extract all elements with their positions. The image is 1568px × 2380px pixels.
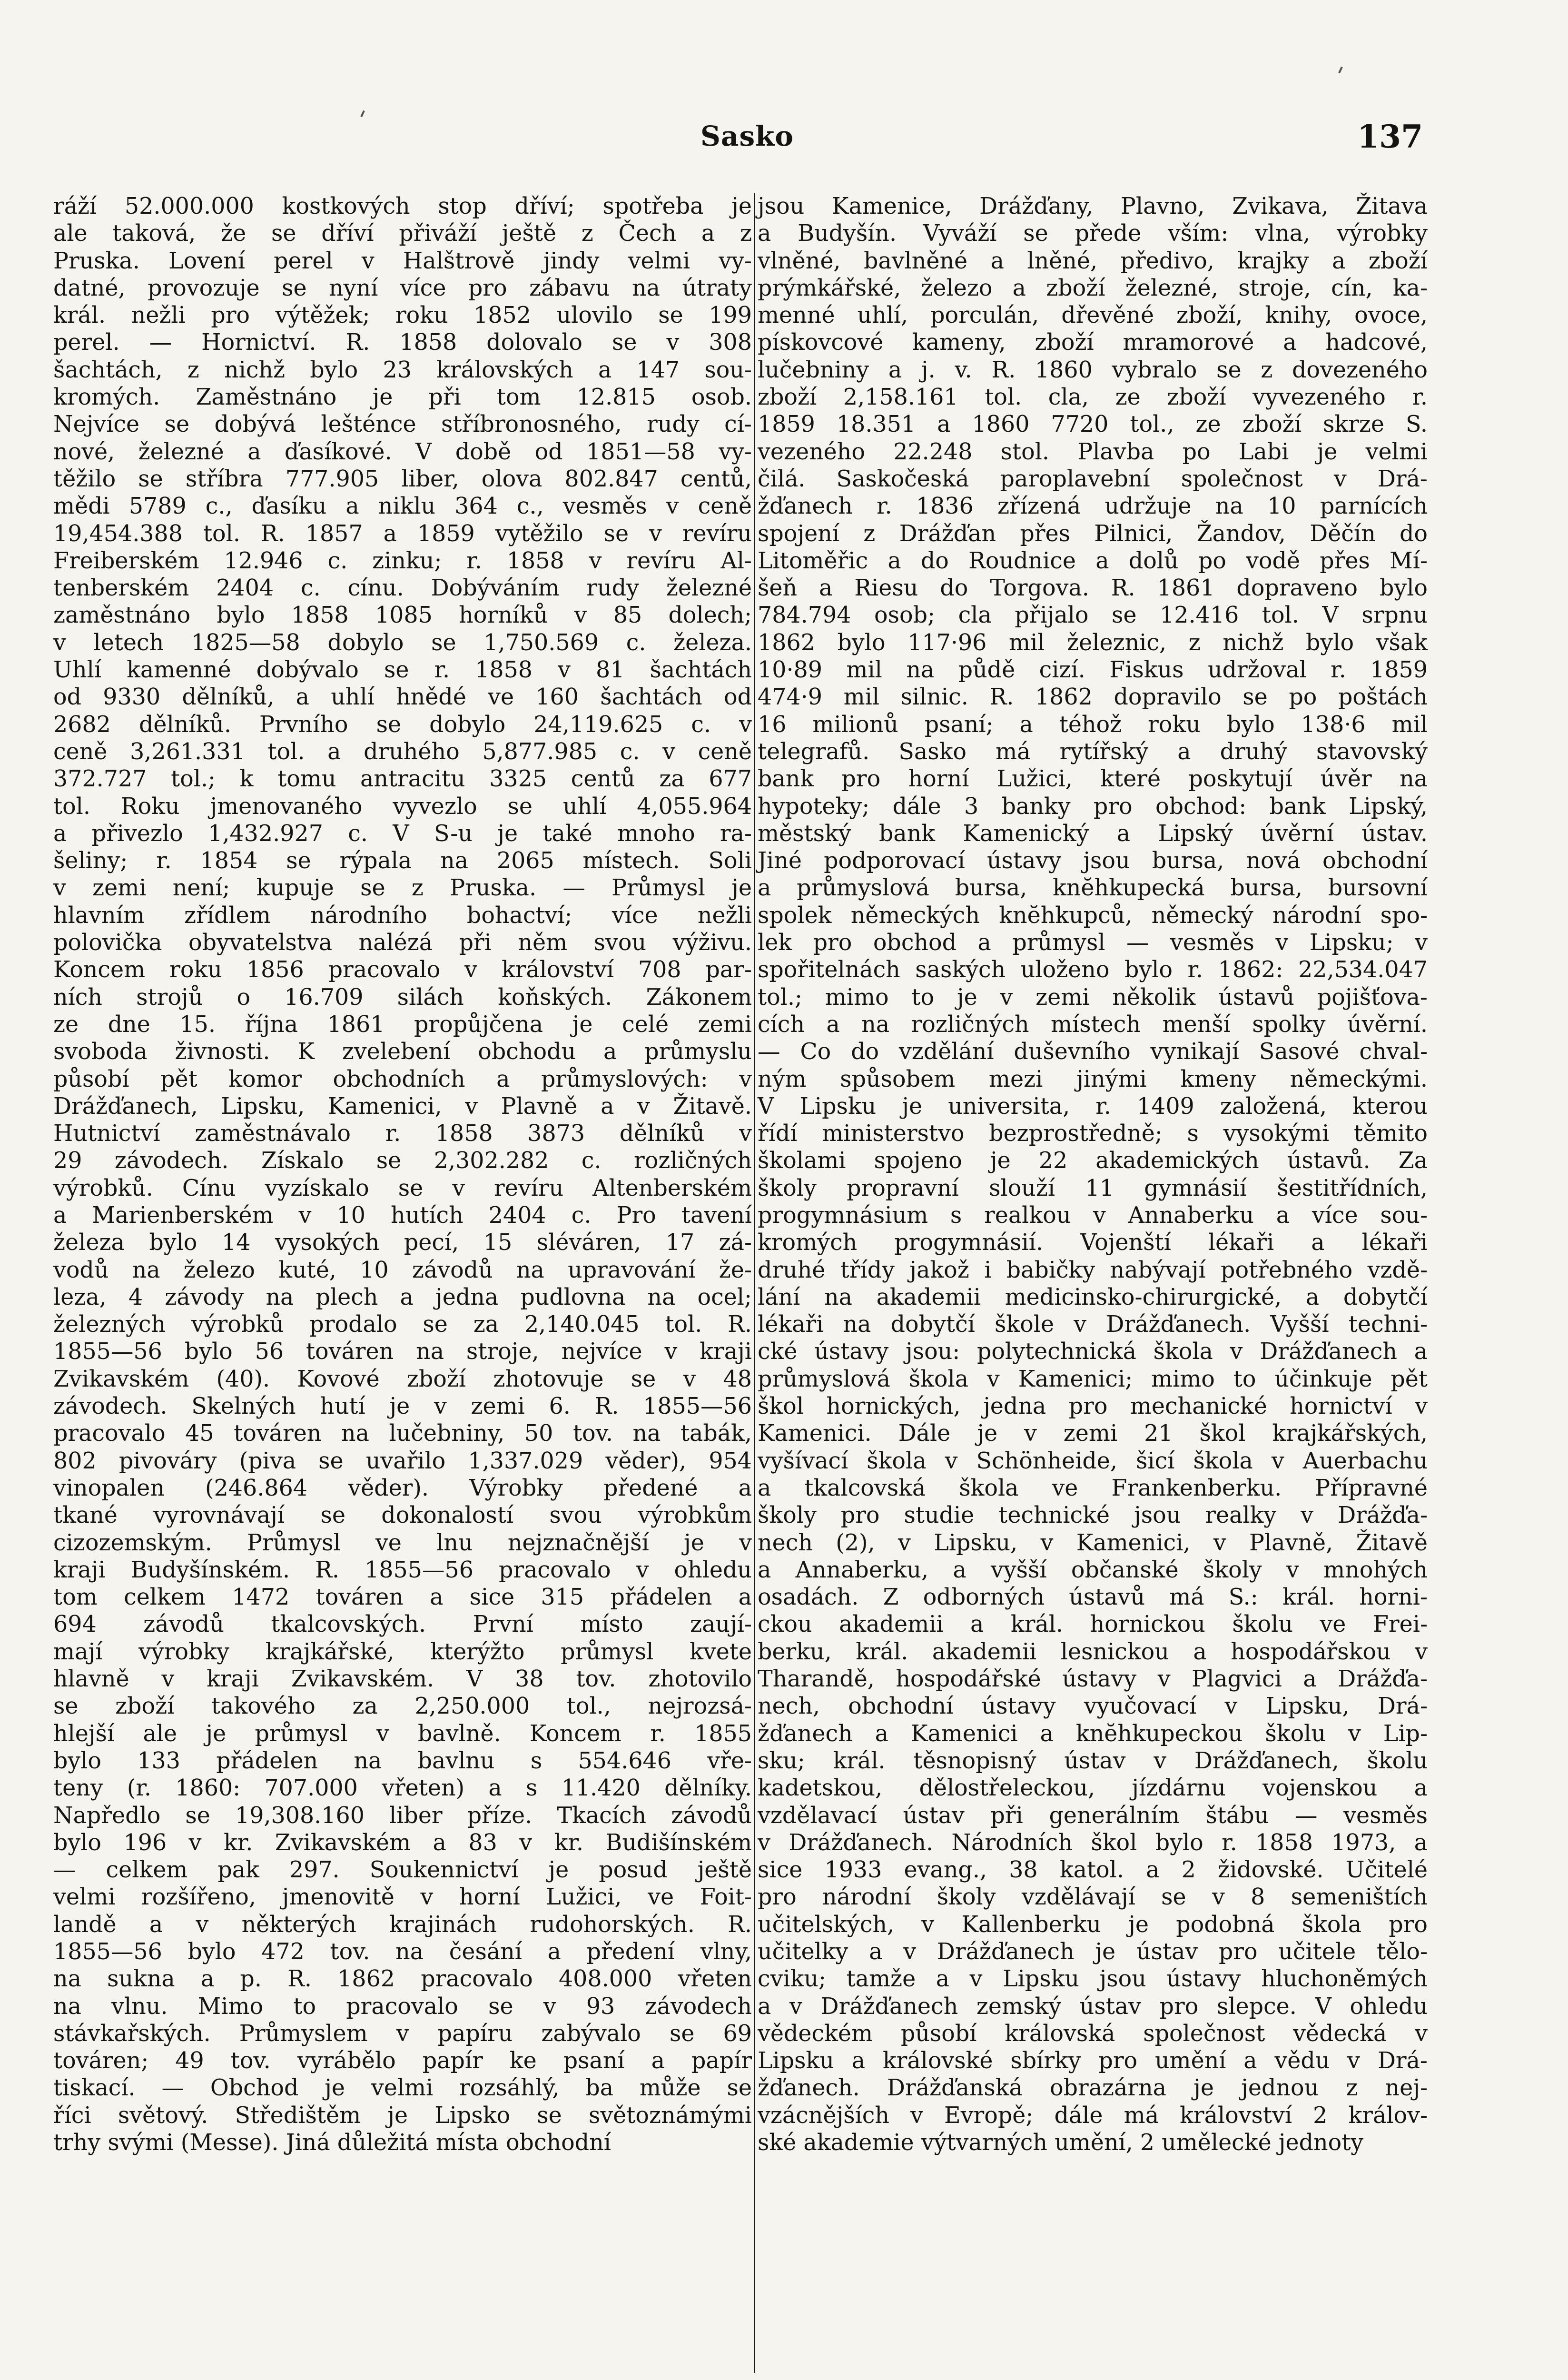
text-line: hlejší ale je průmysl v bavlně. Koncem r. 1855 <box>53 1720 752 1747</box>
text-line: na sukna a p. R. 1862 pracovalo 408.000 vřeten <box>53 1966 752 1993</box>
text-line: vezeného 22.248 stol. Plavba po Labi je velmi <box>758 438 1428 465</box>
text-line: působí pět komor obchodních a průmyslových: v <box>53 1066 752 1092</box>
text-line: Lipsku a královské sbírky pro umění a vědu v Drá- <box>758 2048 1428 2074</box>
text-line: učitelských, v Kallenberku je podobná škola pro <box>758 1911 1428 1938</box>
text-line: 19,454.388 tol. R. 1857 a 1859 vytěžilo se v revíru <box>53 520 752 547</box>
text-line: školy propravní slouží 11 gymnásií šestitřídních, <box>758 1175 1428 1201</box>
text-line: ze dne 15. října 1861 propůjčena je celé zemi <box>53 1011 752 1038</box>
text-line: nové, železné a ďasíkové. V době od 1851—58 vy- <box>53 438 752 465</box>
text-line: kadetskou, dělostřeleckou, jízdárnu vojenskou a <box>758 1775 1428 1802</box>
text-line: 1859 18.351 a 1860 7720 tol., ze zboží skrze S. <box>758 411 1428 438</box>
text-line: progymnásium s realkou v Annaberku a více sou- <box>758 1202 1428 1229</box>
text-line: ckou akademii a král. hornickou školu ve Frei- <box>758 1611 1428 1638</box>
text-line: lučebniny a j. v. R. 1860 vybralo se z dovezeného <box>758 357 1428 383</box>
text-line: datné, provozuje se nyní více pro zábavu na útraty <box>53 275 752 301</box>
text-line: telegrafů. Sasko má rytířský a druhý stavovský <box>758 738 1428 765</box>
text-line: velmi rozšířeno, jmenovitě v horní Lužici, ve Foit- <box>53 1884 752 1911</box>
text-line: hypoteky; dále 3 banky pro obchod: bank Lipský, <box>758 793 1428 820</box>
text-line: Nejvíce se dobývá lešténce stříbronosného, rudy cí- <box>53 411 752 438</box>
text-line: 802 pivováry (piva se uvařilo 1,337.029 věder), 954 <box>53 1448 752 1474</box>
text-line: pracovalo 45 továren na lučebniny, 50 tov. na tabák, <box>53 1420 752 1447</box>
text-line: vyšívací škola v Schönheide, šicí škola v Auerbachu <box>758 1448 1428 1474</box>
text-line: železa bylo 14 vysokých pecí, 15 sléváren, 17 zá- <box>53 1230 752 1256</box>
text-line: Drážďanech, Lipsku, Kamenici, v Plavně a v Žitavě. <box>53 1093 752 1120</box>
text-line: mají výrobky krajkářské, kterýžto průmysl kvete <box>53 1638 752 1665</box>
text-line: zaměstnáno bylo 1858 1085 horníků v 85 dolech; <box>53 602 752 629</box>
text-line: teny (r. 1860: 707.000 vřeten) a s 11.420 dělníky. <box>53 1775 752 1802</box>
text-line: Uhlí kamenné dobývalo se r. 1858 v 81 šachtách <box>53 657 752 684</box>
text-line: a Marienberském v 10 hutích 2404 c. Pro tavení <box>53 1202 752 1229</box>
text-line: cizozemským. Průmysl ve lnu nejznačnější je v <box>53 1529 752 1556</box>
text-line: nech, obchodní ústavy vyučovací v Lipsku, Drá- <box>758 1693 1428 1720</box>
text-line: školami spojeno je 22 akademických ústavů. Za <box>758 1148 1428 1174</box>
text-line: 2682 dělníků. Prvního se dobylo 24,119.625 c. v <box>53 711 752 738</box>
text-line: sku; král. těsnopisný ústav v Drážďanech, školu <box>758 1747 1428 1774</box>
text-line: stávkařských. Průmyslem v papíru zabývalo se 69 <box>53 2020 752 2047</box>
text-line: tol. Roku jmenovaného vyvezlo se uhlí 4,055.964 <box>53 793 752 820</box>
text-line: školy pro studie technické jsou realky v Drážďa- <box>758 1502 1428 1529</box>
print-speck <box>1338 67 1343 73</box>
text-line: svoboda živnosti. K zvelebení obchodu a průmyslu <box>53 1039 752 1065</box>
text-line: jsou Kamenice, Drážďany, Plavno, Zvikava, Žitava <box>758 193 1428 219</box>
text-line: menné uhlí, porculán, dřevěné zboží, knihy, ovoce, <box>758 302 1428 329</box>
text-line: Freiberském 12.946 c. zinku; r. 1858 v revíru Al- <box>53 547 752 574</box>
text-line: nech (2), v Lipsku, v Kamenici, v Plavně, Žitavě <box>758 1529 1428 1556</box>
text-line: kraji Budyšínském. R. 1855—56 pracovalo v ohledu <box>53 1557 752 1583</box>
text-line: vzácnějších v Evropě; dále má království 2 králov- <box>758 2102 1428 2129</box>
text-line: ceně 3,261.331 tol. a druhého 5,877.985 c. v ceně <box>53 738 752 765</box>
text-line: 10·89 mil na půdě cizí. Fiskus udržoval r. 1859 <box>758 657 1428 684</box>
text-line: tol.; mimo to je v zemi několik ústavů pojišťova- <box>758 984 1428 1011</box>
text-line: čilá. Saskočeská paroplavební společnost v Drá- <box>758 466 1428 492</box>
text-line: a Budyšín. Vyváží se přede vším: vlna, výrobky <box>758 220 1428 247</box>
text-line: a přivezlo 1,432.927 c. V S-u je také mnoho ra- <box>53 820 752 847</box>
text-line: 16 milionů psaní; a téhož roku bylo 138·6 mil <box>758 711 1428 738</box>
text-line: cích a na rozličných místech menší spolky úvěrní. <box>758 1011 1428 1038</box>
text-line: 784.794 osob; cla přijalo se 12.416 tol. V srpnu <box>758 602 1428 629</box>
text-line: lek pro obchod a průmysl — vesměs v Lipsku; v <box>758 930 1428 956</box>
text-line: sice 1933 evang., 38 katol. a 2 židovské. Učitelé <box>758 1857 1428 1884</box>
text-line: řídí ministerstvo bezprostředně; s vysokými těmito <box>758 1121 1428 1147</box>
text-line: tenberském 2404 c. cínu. Dobýváním rudy železné <box>53 575 752 602</box>
text-line: Jiné podporovací ústavy jsou bursa, nová obchodní <box>758 848 1428 874</box>
text-line: vzdělavací ústav při generálním štábu — vesměs <box>758 1802 1428 1829</box>
text-line: a průmyslová bursa, knĕhkupecká bursa, bursovní <box>758 875 1428 902</box>
print-speck <box>360 110 365 117</box>
text-line: leza, 4 závody na plech a jedna pudlovna na ocel; <box>53 1284 752 1310</box>
text-line: vlněné, bavlněné a lněné, předivo, krajky a zboží <box>758 248 1428 274</box>
text-line: Pruska. Lovení perel v Halštrově jindy velmi vy- <box>53 248 752 274</box>
text-line: polovička obyvatelstva nalézá při něm svou výživu. <box>53 930 752 956</box>
text-line: závodech. Skelných hutí je v zemi 6. R. 1855—56 <box>53 1393 752 1420</box>
text-line: šachtách, z nichž bylo 23 královských a 147 sou- <box>53 357 752 383</box>
text-line: mědi 5789 c., ďasíku a niklu 364 c., vesměs v ceně <box>53 493 752 520</box>
text-line: vodů na železo kuté, 10 závodů na upravování že- <box>53 1257 752 1283</box>
text-line: se zboží takového za 2,250.000 tol., nejrozsá- <box>53 1693 752 1720</box>
text-line: osadách. Z odborných ústavů má S.: král. horni- <box>758 1584 1428 1611</box>
text-line: V Lipsku je universita, r. 1409 založená, kterou <box>758 1093 1428 1120</box>
text-line: těžilo se stříbra 777.905 liber, olova 802.847 centů, <box>53 466 752 492</box>
text-line: ních strojů o 16.709 silách koňských. Zákonem <box>53 984 752 1011</box>
text-line: bank pro horní Lužici, které poskytují úvěr na <box>758 766 1428 793</box>
text-line: ným spůsobem mezi jinými kmeny německými. <box>758 1066 1428 1092</box>
text-line: průmyslová škola v Kamenici; mimo to účinkuje pět <box>758 1366 1428 1392</box>
text-line: škol hornických, jedna pro mechanické hornictví v <box>758 1393 1428 1420</box>
text-line: 29 závodech. Získalo se 2,302.282 c. rozličných <box>53 1148 752 1174</box>
text-line: říci světový. Středištěm je Lipsko se světoznámými <box>53 2102 752 2129</box>
text-line: spolek německých knĕhkupců, německý národní spo- <box>758 902 1428 929</box>
text-line: v letech 1825—58 dobylo se 1,750.569 c. železa. <box>53 629 752 656</box>
text-line: cké ústavy jsou: polytechnická škola v Drážďanech a <box>758 1339 1428 1365</box>
text-line: král. nežli pro výtěžek; roku 1852 ulovilo se 199 <box>53 302 752 329</box>
text-line: 474·9 mil silnic. R. 1862 dopravilo se po poštách <box>758 684 1428 711</box>
text-line: pro národní školy vzdělávají se v 8 semeništích <box>758 1884 1428 1911</box>
text-line: žďanech r. 1836 zřízená udržuje na 10 parnících <box>758 493 1428 520</box>
text-line: 1855—56 bylo 472 tov. na česání a předení vlny, <box>53 1939 752 1965</box>
text-line: železných výrobků prodalo se za 2,140.045 tol. R. <box>53 1311 752 1338</box>
text-line: šeliny; r. 1854 se rýpala na 2065 místech. Soli <box>53 848 752 874</box>
text-line: 372.727 tol.; k tomu antracitu 3325 centů za 677 <box>53 766 752 793</box>
text-line: tkané vyrovnávají se dokonalostí svou výrobkům <box>53 1502 752 1529</box>
running-title: Sasko <box>700 120 794 152</box>
text-line: berku, král. akademii lesnickou a hospodářskou v <box>758 1638 1428 1665</box>
text-line: bylo 133 přádelen na bavlnu s 554.646 vře- <box>53 1747 752 1774</box>
text-line: 1855—56 bylo 56 továren na stroje, nejvíce v kraji <box>53 1339 752 1365</box>
text-line: Koncem roku 1856 pracovalo v království 708 par- <box>53 957 752 983</box>
text-line: hlavně v kraji Zvikavském. V 38 tov. zhotovilo <box>53 1666 752 1693</box>
text-line: spořitelnách saských uloženo bylo r. 1862: 22,534.047 <box>758 957 1428 983</box>
left-text-column <box>53 193 752 2156</box>
text-line: tiskací. — Obchod je velmi rozsáhlý, ba může se <box>53 2075 752 2102</box>
text-line: a tkalcovská škola ve Frankenberku. Přípravné <box>758 1475 1428 1501</box>
text-line: a v Drážďanech zemský ústav pro slepce. V ohledu <box>758 1993 1428 2020</box>
text-line: 694 závodů tkalcovských. První místo zaují- <box>53 1611 752 1638</box>
text-line: vinopalen (246.864 věder). Výrobky předené a <box>53 1475 752 1501</box>
text-line: perel. — Hornictví. R. 1858 dolovalo se v 308 <box>53 329 752 356</box>
text-line: Zvikavském (40). Kovové zboží zhotovuje se v 48 <box>53 1366 752 1392</box>
right-text-column <box>753 193 1428 2156</box>
text-line: bylo 196 v kr. Zvikavském a 83 v kr. Budišínském <box>53 1829 752 1856</box>
text-line: pískovcové kameny, zboží mramorové a hadcové, <box>758 329 1428 356</box>
text-line: výrobků. Cínu vyzískalo se v revíru Altenberském <box>53 1175 752 1201</box>
text-line: zboží 2,158.161 tol. cla, ze zboží vyvezeného r. <box>758 384 1428 411</box>
text-line: od 9330 dělníků, a uhlí hnědé ve 160 šachtách od <box>53 684 752 711</box>
text-line: lékaři na dobytčí škole v Drážďanech. Vyšší techni- <box>758 1311 1428 1338</box>
text-line: Litoměřic a do Roudnice a dolů po vodě přes Mí- <box>758 547 1428 574</box>
text-line: landě a v některých krajinách rudohorských. R. <box>53 1911 752 1938</box>
text-line: městský bank Kamenický a Lipský úvěrní ústav. <box>758 820 1428 847</box>
text-line: trhy svými (Messe). Jiná důležitá místa obchodní <box>53 2130 611 2156</box>
text-line: Napředlo se 19,308.160 liber příze. Tkacích závodů <box>53 1802 752 1829</box>
text-line: — celkem pak 297. Soukennictví je posud ještě <box>53 1857 752 1884</box>
text-line: na vlnu. Mimo to pracovalo se v 93 závodech <box>53 1993 752 2020</box>
text-line: lání na akademii medicinsko-chirurgické, a dobytčí <box>758 1284 1428 1310</box>
text-line: šeň a Riesu do Torgova. R. 1861 dopraveno bylo <box>758 575 1428 602</box>
text-line: 1862 bylo 117·96 mil železnic, z nichž bylo však <box>758 629 1428 656</box>
text-line: hlavním zřídlem národního bohactví; více nežli <box>53 902 752 929</box>
text-line: Tharandě, hospodářské ústavy v Plagvici a Drážďa- <box>758 1666 1428 1693</box>
text-line: prýmkářské, železo a zboží železné, stroje, cín, ka- <box>758 275 1428 301</box>
text-line: žďanech a Kamenici a knĕhkupeckou školu v Lip- <box>758 1720 1428 1747</box>
text-line: tom celkem 1472 továren a sice 315 přádelen a <box>53 1584 752 1611</box>
text-line: v Drážďanech. Národních škol bylo r. 1858 1973, a <box>758 1829 1428 1856</box>
text-line: — Co do vzdělání duševního vynikají Sasové chval- <box>758 1039 1428 1065</box>
page-number: 137 <box>1357 118 1423 155</box>
text-line: ské akademie výtvarných umění, 2 umělecké jednoty <box>758 2130 1364 2156</box>
text-line: žďanech. Drážďanská obrazárna je jednou z nej- <box>758 2075 1428 2102</box>
text-line: Kamenici. Dále je v zemi 21 škol krajkářských, <box>758 1420 1428 1447</box>
text-line: kromých progymnásií. Vojenští lékaři a lékaři <box>758 1230 1428 1256</box>
text-line: druhé třídy jakož i babičky nabývají potřebného vzdě- <box>758 1257 1428 1283</box>
text-line: a Annaberku, a vyšší občanské školy v mnohých <box>758 1557 1428 1583</box>
text-line: ale taková, že se dříví přiváží ještě z Čech a z <box>53 220 752 247</box>
text-line: spojení z Drážďan přes Pilnici, Žandov, Děčín do <box>758 520 1428 547</box>
text-line: Hutnictví zaměstnávalo r. 1858 3873 dělníků v <box>53 1121 752 1147</box>
text-line: továren; 49 tov. vyrábělo papír ke psaní a papír <box>53 2048 752 2074</box>
text-line: učitelky a v Drážďanech je ústav pro učitele tělo- <box>758 1939 1428 1965</box>
text-line: kromých. Zaměstnáno je při tom 12.815 osob. <box>53 384 752 411</box>
text-line: cviku; tamže a v Lipsku jsou ústavy hluchoněmých <box>758 1966 1428 1993</box>
text-line: ráží 52.000.000 kostkových stop dříví; spotřeba je <box>53 193 752 219</box>
text-line: v zemi není; kupuje se z Pruska. — Průmysl je <box>53 875 752 902</box>
text-line: vědeckém působí královská společnost vědecká v <box>758 2020 1428 2047</box>
